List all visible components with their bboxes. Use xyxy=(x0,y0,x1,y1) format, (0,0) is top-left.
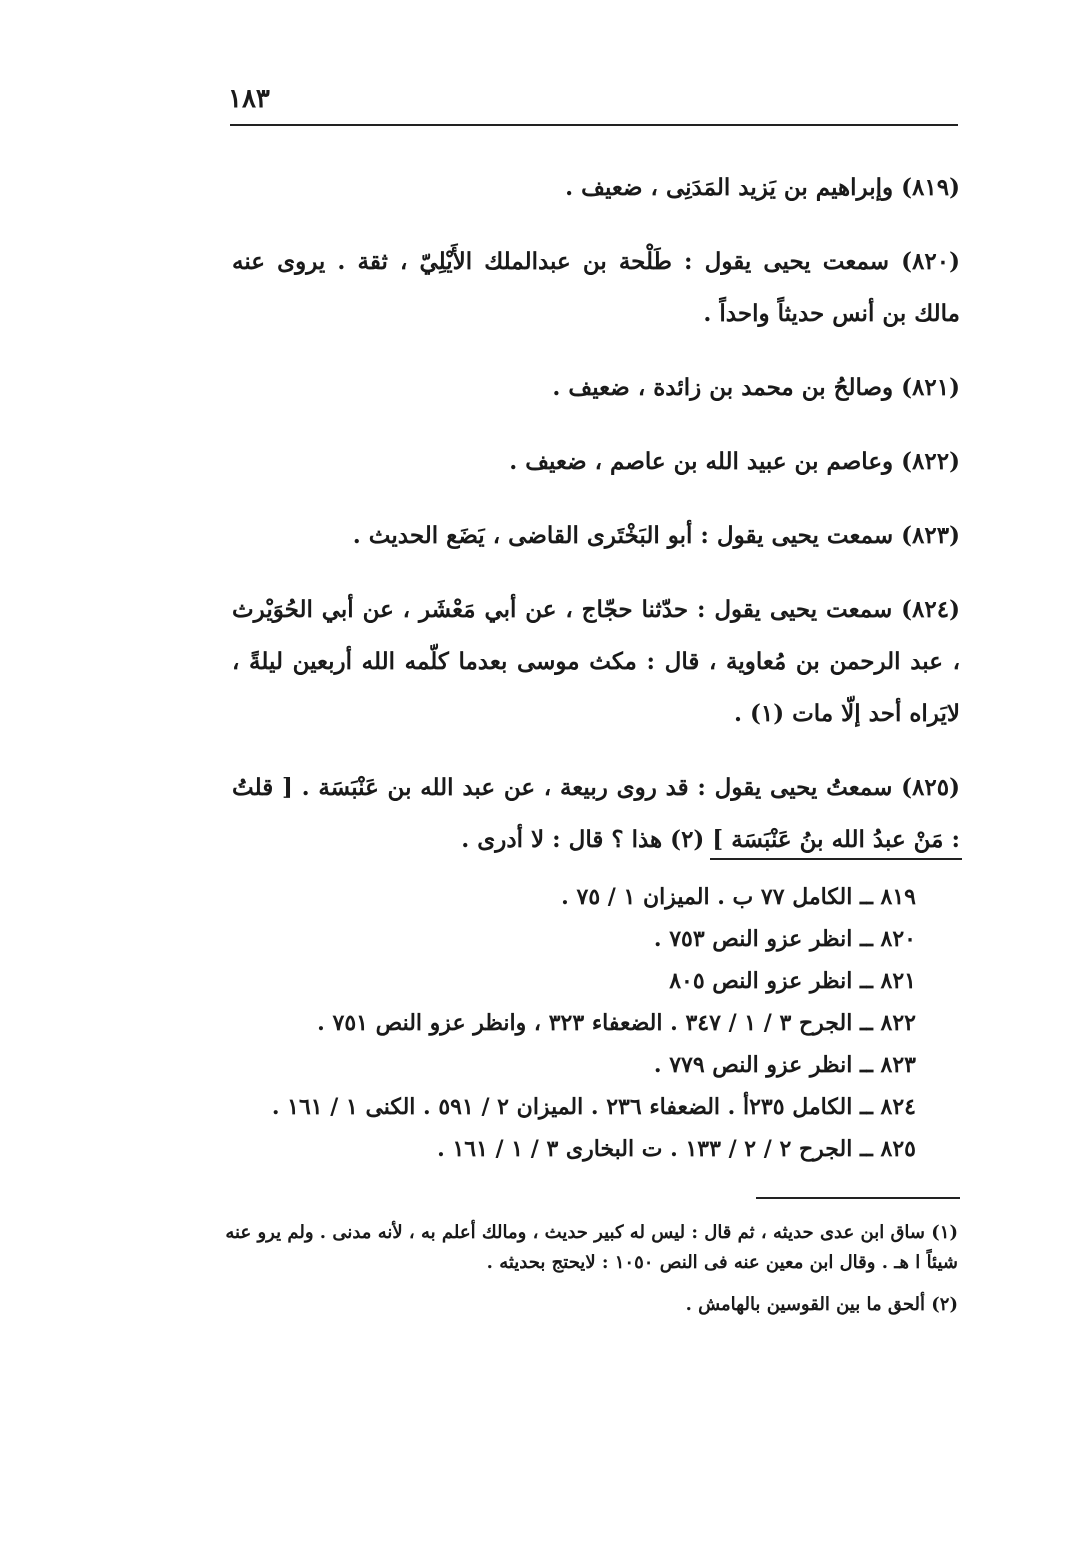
entry-819: (٨١٩) وإبراهيم بن يَزيد المَدَنِى ، ضعيف . xyxy=(565,174,960,201)
entry-820: (٨٢٠) سمعت يحيى يقول : طَلْحة بن عبدالملك الأَيْلِيّ ، ثقة . يروى عنه مالك بن أنس حديثاً واحداً . xyxy=(232,248,960,327)
entry-825: (٨٢٥) سمعتُ يحيى يقول : قد روى ربيعة ، عن عبد الله بن عَنْبَسَة . [ قلتُ : مَنْ عبدُ الله بنُ عَنْبَسَة ] (٢) هذا ؟ قال : لا أدرى . xyxy=(232,774,960,853)
reference-825: ٨٢٥ ــ الجرح ٢ / ٢ / ١٣٣ . ت البخارى ٣ / ١ / ١٦١ . xyxy=(437,1136,916,1162)
reference-820: ٨٢٠ ــ انظر عزو النص ٧٥٣ . xyxy=(653,926,916,952)
reference-821: ٨٢١ ــ انظر عزو النص ٨٠٥ xyxy=(669,968,916,994)
reference-822: ٨٢٢ ــ الجرح ٣ / ١ / ٣٤٧ . الضعفاء ٣٢٣ ، وانظر عزو النص ٧٥١ . xyxy=(317,1010,916,1036)
page-number: ١٨٣ xyxy=(228,84,270,114)
entry-821: (٨٢١) وصالحُ بن محمد بن زائدة ، ضعيف . xyxy=(552,374,960,401)
entry-824: (٨٢٤) سمعت يحيى يقول : حدّثنا حجّاج ، عن أبي مَعْشَر ، عن أبي الحُوَيْرث ، عبد الرحمن بن مُعاوية ، قال : مكث موسى بعدما كلّمه الله أربعين ليلةً ، لايَراه أحد إلّا مات (١) . xyxy=(232,596,960,727)
references-section xyxy=(232,876,916,1170)
entries-section xyxy=(232,162,960,888)
entry-822: (٨٢٢) وعاصم بن عبيد الله بن عاصم ، ضعيف . xyxy=(509,448,960,475)
footnote-1: (١) ساق ابن عدى حديثه ، ثم قال : ليس له كبير حديث ، ومالك أعلم به ، لأنه مدنى . ولم يرو عنه شيئاً ا هـ . وقال ابن معين عنه فى النص ١٠٥٠ : لايحتج بحديثه . xyxy=(225,1222,958,1273)
footnote-2: (٢) ألحق ما بين القوسين بالهامش . xyxy=(685,1294,958,1315)
footnotes-section xyxy=(222,1218,958,1332)
entry-823: (٨٢٣) سمعت يحيى يقول : أبو البَخْتَرى القاضى ، يَضَع الحديث . xyxy=(352,522,960,549)
reference-824: ٨٢٤ ــ الكامل ٢٣٥أ . الضعفاء ٢٣٦ . الميزان ٢ / ٥٩١ . الكنى ١ / ١٦١ . xyxy=(271,1094,916,1120)
footnotes-divider xyxy=(756,1197,960,1199)
header-rule xyxy=(230,124,958,126)
references-divider xyxy=(710,858,962,860)
reference-823: ٨٢٣ ــ انظر عزو النص ٧٧٩ . xyxy=(653,1052,916,1078)
reference-819: ٨١٩ ــ الكامل ٧٧ ب . الميزان ١ / ٧٥ . xyxy=(561,884,916,910)
